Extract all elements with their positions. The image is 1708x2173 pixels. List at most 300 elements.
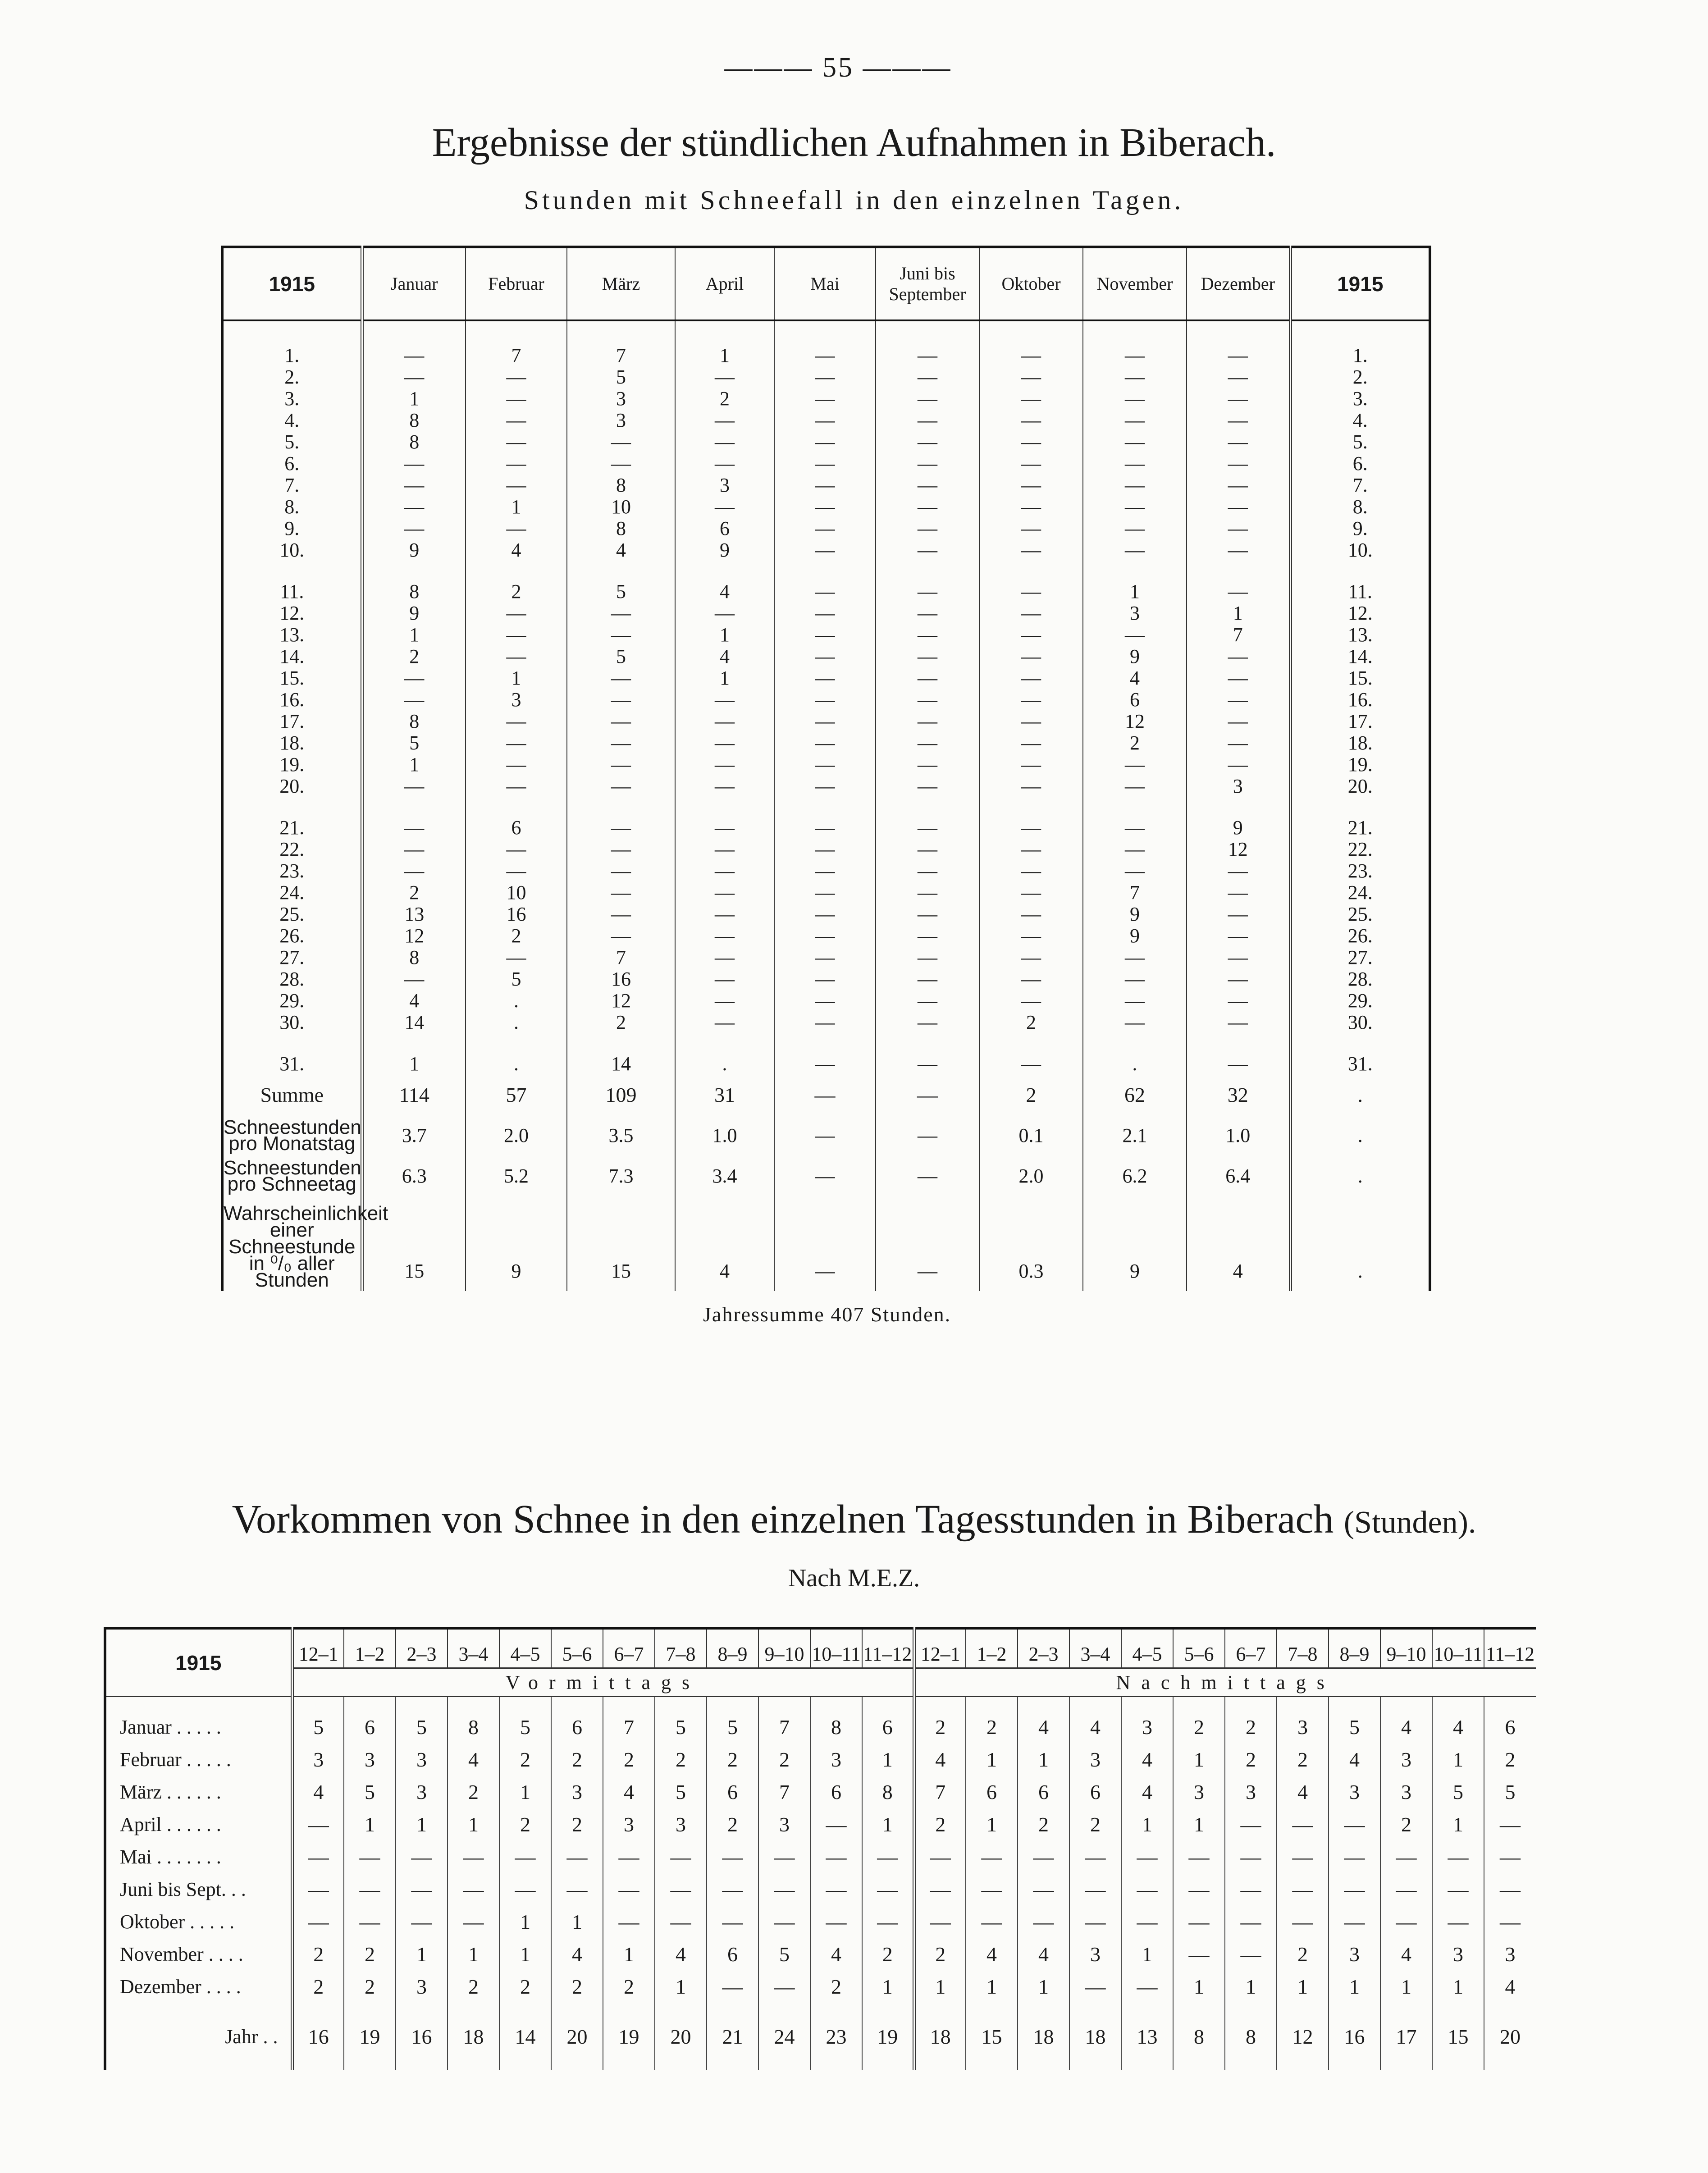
hour-value: — (758, 1905, 810, 1938)
day-number-right: 31. (1290, 1033, 1430, 1075)
day-number-right: 27. (1290, 947, 1430, 968)
hour-value: — (448, 1873, 499, 1905)
day-number: 26. (279, 925, 305, 947)
hour-value: 3 (810, 1743, 862, 1776)
stat-value: — (774, 1075, 876, 1115)
hour-value: 8 (1173, 2003, 1225, 2070)
day-value: — (675, 860, 774, 882)
day-value: 2 (362, 882, 466, 904)
day-value: 8 (362, 947, 466, 968)
period-header-row (105, 1668, 1536, 1697)
day-value: — (774, 518, 876, 539)
hour-value: — (292, 1840, 344, 1873)
hour-value: 18 (448, 2003, 499, 2070)
day-value: — (362, 968, 466, 990)
stat-value-right: . (1290, 1075, 1430, 1115)
day-row (222, 1012, 1430, 1033)
hour-value: 3 (1329, 1938, 1380, 1970)
stat-value: 2.1 (1083, 1115, 1187, 1156)
day-value: — (876, 453, 979, 475)
day-value: — (774, 561, 876, 603)
hour-value: 2 (603, 1970, 655, 2003)
day-row (222, 711, 1430, 732)
hour-value: 1 (1329, 1970, 1380, 2003)
day-value: — (774, 624, 876, 646)
pm-hour-header: 4–5 (1121, 1628, 1173, 1668)
hour-value: — (1329, 1873, 1380, 1905)
hour-value: 2 (1484, 1743, 1536, 1776)
hour-value: — (448, 1840, 499, 1873)
hour-value: 1 (1018, 1743, 1069, 1776)
hour-value: — (499, 1840, 551, 1873)
stat-value: 3.4 (675, 1156, 774, 1196)
day-value: 9 (362, 539, 466, 561)
day-value: 1 (675, 667, 774, 689)
day-number-right: 4. (1290, 410, 1430, 431)
hour-value: — (448, 1905, 499, 1938)
table1-header-row (222, 247, 1430, 320)
hour-value: 2 (1380, 1808, 1432, 1840)
hour-value: — (1069, 1905, 1121, 1938)
hour-value: 2 (448, 1970, 499, 2003)
day-number: 27. (279, 946, 305, 968)
day-number-right: 17. (1290, 711, 1430, 732)
day-row (222, 539, 1430, 561)
day-value: — (1083, 388, 1187, 410)
stat-value: 2.0 (466, 1115, 567, 1156)
day-value: 2 (675, 388, 774, 410)
hour-value: 5 (1484, 1776, 1536, 1808)
day-value: — (979, 947, 1083, 968)
hour-value: 4 (1484, 1970, 1536, 2003)
col-header-november: November (1083, 247, 1187, 320)
hour-value: 14 (499, 2003, 551, 2070)
day-value: — (1187, 646, 1290, 667)
day-value: — (774, 689, 876, 711)
day-value: — (979, 366, 1083, 388)
day-value: — (675, 904, 774, 925)
month-row (105, 1840, 1536, 1873)
hour-value: 6 (1484, 1697, 1536, 1744)
hour-value: — (1121, 1905, 1173, 1938)
day-value: 7 (466, 320, 567, 366)
day-value: — (1083, 366, 1187, 388)
hour-value: — (1121, 1840, 1173, 1873)
stat-value: 4 (675, 1196, 774, 1291)
stat-value: 4 (1187, 1196, 1290, 1291)
day-value: — (774, 839, 876, 860)
day-value: — (362, 320, 466, 366)
month-label: März . . . . . . (120, 1780, 221, 1803)
day-value: — (1187, 904, 1290, 925)
hour-value: — (810, 1808, 862, 1840)
hour-value: — (810, 1840, 862, 1873)
hour-value: 4 (1380, 1938, 1432, 1970)
stat-value-right: . (1290, 1115, 1430, 1156)
hour-value: 3 (292, 1743, 344, 1776)
day-value: — (675, 925, 774, 947)
hour-value: 4 (655, 1938, 707, 1970)
stat-value: 3.5 (567, 1115, 675, 1156)
day-number-right: 20. (1290, 776, 1430, 797)
day-row (222, 603, 1430, 624)
day-number: 14. (279, 645, 305, 667)
day-value: — (876, 539, 979, 561)
day-value: — (675, 882, 774, 904)
day-value: — (675, 732, 774, 754)
day-value: 5 (466, 968, 567, 990)
hour-value: — (1484, 1808, 1536, 1840)
day-row (222, 624, 1430, 646)
hour-value: 2 (862, 1938, 914, 1970)
day-value: — (1083, 496, 1187, 518)
stat-value: 2 (979, 1075, 1083, 1115)
hour-value: 2 (758, 1743, 810, 1776)
day-number-right: 18. (1290, 732, 1430, 754)
day-value: — (567, 776, 675, 797)
day-value: — (876, 366, 979, 388)
day-row (222, 475, 1430, 496)
hour-value: 4 (603, 1776, 655, 1808)
day-value: — (567, 904, 675, 925)
day-value: 7 (1083, 882, 1187, 904)
day-value: 5 (567, 561, 675, 603)
hour-value: 2 (966, 1697, 1018, 1744)
am-hour-header: 2–3 (396, 1628, 448, 1668)
hour-value: 8 (448, 1697, 499, 1744)
day-value: 12 (1083, 711, 1187, 732)
day-number: 3. (284, 388, 300, 410)
stat-value: 31 (675, 1075, 774, 1115)
hour-value: 2 (707, 1808, 758, 1840)
hour-value: 1 (862, 1808, 914, 1840)
day-value: — (1083, 624, 1187, 646)
hour-value: 2 (810, 1970, 862, 2003)
day-value: — (567, 797, 675, 839)
day-value: — (1083, 453, 1187, 475)
day-value: — (1083, 990, 1187, 1012)
day-row (222, 689, 1430, 711)
day-value: — (876, 947, 979, 968)
day-value: 2 (567, 1012, 675, 1033)
day-number: 4. (284, 409, 300, 431)
day-number-right: 23. (1290, 860, 1430, 882)
day-value: — (774, 388, 876, 410)
hour-value: 1 (396, 1808, 448, 1840)
day-value: — (1083, 860, 1187, 882)
hour-value: 8 (1225, 2003, 1277, 2070)
day-value: 5 (567, 366, 675, 388)
day-value: — (466, 839, 567, 860)
day-value: — (876, 496, 979, 518)
hour-value: — (292, 1873, 344, 1905)
day-number-right: 16. (1290, 689, 1430, 711)
day-value: — (1187, 366, 1290, 388)
hour-value: — (707, 1873, 758, 1905)
am-hour-header: 10–11 (810, 1628, 862, 1668)
day-value: — (774, 431, 876, 453)
stat-value: 2.0 (979, 1156, 1083, 1196)
col-header-juni-sept: Juni bis September (876, 247, 979, 320)
day-value: — (1187, 320, 1290, 366)
day-row (222, 431, 1430, 453)
pm-hour-header: 1–2 (966, 1628, 1018, 1668)
hour-value: 1 (499, 1776, 551, 1808)
hour-value: 3 (655, 1808, 707, 1840)
stat-value: — (876, 1196, 979, 1291)
day-number-right: 26. (1290, 925, 1430, 947)
day-value: — (774, 539, 876, 561)
day-value: 3 (567, 388, 675, 410)
hour-value: 6 (810, 1776, 862, 1808)
day-value: — (876, 1012, 979, 1033)
stat-value: 6.3 (362, 1156, 466, 1196)
day-value: 8 (567, 475, 675, 496)
hour-header-row (105, 1628, 1536, 1668)
day-value: . (466, 1033, 567, 1075)
day-value: — (774, 711, 876, 732)
day-number-right: 24. (1290, 882, 1430, 904)
hour-value: 6 (707, 1776, 758, 1808)
hour-value: 3 (344, 1743, 396, 1776)
day-value: — (362, 689, 466, 711)
day-value: 8 (362, 431, 466, 453)
day-number: 21. (279, 817, 305, 839)
day-number: 28. (279, 968, 305, 990)
stat-value: 6.2 (1083, 1156, 1187, 1196)
table2-title-suffix: (Stunden). (1343, 1505, 1476, 1540)
day-number-right: 7. (1290, 475, 1430, 496)
hour-value: 2 (292, 1938, 344, 1970)
day-row (222, 904, 1430, 925)
day-value: — (1083, 539, 1187, 561)
hour-value: 2 (1225, 1697, 1277, 1744)
day-value: — (675, 776, 774, 797)
day-value: — (979, 624, 1083, 646)
day-row (222, 518, 1430, 539)
hour-value: — (1069, 1970, 1121, 2003)
day-value: — (1187, 1033, 1290, 1075)
day-number: 12. (279, 602, 305, 624)
day-value: — (979, 388, 1083, 410)
day-value: 1 (466, 496, 567, 518)
hour-value: — (1121, 1970, 1173, 2003)
hour-value: — (1484, 1840, 1536, 1873)
hour-value: — (1018, 1873, 1069, 1905)
day-number-right: 1. (1290, 320, 1430, 366)
day-value: — (567, 860, 675, 882)
hour-value: — (1069, 1873, 1121, 1905)
day-value: — (1083, 410, 1187, 431)
day-value: — (466, 388, 567, 410)
day-value: — (876, 1033, 979, 1075)
hour-value: 2 (1173, 1697, 1225, 1744)
day-value: — (1187, 968, 1290, 990)
day-value: 7 (1187, 624, 1290, 646)
day-value: 9 (1083, 904, 1187, 925)
day-value: . (466, 990, 567, 1012)
hour-value: — (551, 1840, 603, 1873)
page-number: ——— 55 ——— (724, 52, 952, 83)
hour-value: 1 (1380, 1970, 1432, 2003)
day-value: — (675, 968, 774, 990)
hour-value: 3 (1277, 1697, 1329, 1744)
day-value: — (774, 1033, 876, 1075)
day-number: 5. (284, 431, 300, 453)
day-value: — (675, 431, 774, 453)
hour-value: — (1277, 1873, 1329, 1905)
hour-value: — (1432, 1840, 1484, 1873)
hour-value: — (1484, 1873, 1536, 1905)
day-value: — (876, 754, 979, 776)
day-value: — (876, 839, 979, 860)
hour-value: 19 (344, 2003, 396, 2070)
hour-value: — (966, 1905, 1018, 1938)
day-number-right: 2. (1290, 366, 1430, 388)
hour-value: — (1173, 1840, 1225, 1873)
am-hour-header: 3–4 (448, 1628, 499, 1668)
hour-value: — (707, 1970, 758, 2003)
stat-row (222, 1156, 1430, 1196)
day-value: — (876, 667, 979, 689)
hour-value: — (603, 1840, 655, 1873)
month-label: Oktober . . . . . (120, 1910, 235, 1933)
hour-value: 2 (1277, 1743, 1329, 1776)
hour-value: 2 (499, 1743, 551, 1776)
hour-value: 21 (707, 2003, 758, 2070)
month-row (105, 1970, 1536, 2003)
day-number-right: 10. (1290, 539, 1430, 561)
day-number: 19. (279, 753, 305, 776)
day-value: — (1083, 968, 1187, 990)
hour-value: 18 (1069, 2003, 1121, 2070)
day-value: — (675, 754, 774, 776)
day-value: — (466, 860, 567, 882)
hour-value: — (603, 1873, 655, 1905)
day-number: 23. (279, 860, 305, 882)
day-value: . (675, 1033, 774, 1075)
hour-value: — (292, 1905, 344, 1938)
day-value: — (1187, 882, 1290, 904)
stat-value: 15 (362, 1196, 466, 1291)
day-value: 10 (466, 882, 567, 904)
hour-value: — (1225, 1840, 1277, 1873)
hour-value: 4 (292, 1776, 344, 1808)
stat-value: 6.4 (1187, 1156, 1290, 1196)
day-value: — (1187, 475, 1290, 496)
hour-value: 1 (1432, 1970, 1484, 2003)
stat-value-right: . (1290, 1156, 1430, 1196)
month-label: Februar . . . . . (120, 1748, 231, 1771)
hour-value: 1 (344, 1808, 396, 1840)
hour-value: 4 (1277, 1776, 1329, 1808)
hour-value: 5 (499, 1697, 551, 1744)
day-number-right: 11. (1290, 561, 1430, 603)
day-value: — (466, 475, 567, 496)
hour-value: 3 (1432, 1938, 1484, 1970)
hour-value: 2 (655, 1743, 707, 1776)
hour-value: 17 (1380, 2003, 1432, 2070)
hour-value: 4 (966, 1938, 1018, 1970)
stat-value: — (876, 1075, 979, 1115)
day-number: 31. (279, 1053, 305, 1075)
day-value: — (876, 882, 979, 904)
hour-value: 6 (1069, 1776, 1121, 1808)
day-value: 3 (1187, 776, 1290, 797)
hour-value: 12 (1277, 2003, 1329, 2070)
am-hour-header: 11–12 (862, 1628, 914, 1668)
day-number: 20. (279, 775, 305, 797)
day-value: — (1083, 320, 1187, 366)
day-row (222, 882, 1430, 904)
day-value: 9 (1083, 925, 1187, 947)
day-value: 13 (362, 904, 466, 925)
month-label: November . . . . (120, 1943, 243, 1965)
day-number: 15. (279, 667, 305, 689)
hour-value: 6 (551, 1697, 603, 1744)
hour-value: 1 (551, 1905, 603, 1938)
day-number: 6. (284, 452, 300, 475)
day-value: — (362, 366, 466, 388)
day-value: 2 (466, 925, 567, 947)
hour-value: 4 (1329, 1743, 1380, 1776)
hour-value: 3 (1121, 1697, 1173, 1744)
day-value: 4 (675, 561, 774, 603)
hour-value: — (396, 1873, 448, 1905)
day-value: — (362, 839, 466, 860)
hour-value: 4 (810, 1938, 862, 1970)
hour-value: 4 (1018, 1697, 1069, 1744)
day-row (222, 388, 1430, 410)
hour-value: 7 (603, 1697, 655, 1744)
day-value: — (567, 453, 675, 475)
day-value: — (675, 990, 774, 1012)
day-value: — (675, 711, 774, 732)
day-number: 30. (279, 1011, 305, 1033)
day-value: — (876, 624, 979, 646)
day-number-right: 6. (1290, 453, 1430, 475)
stat-value: 1.0 (675, 1115, 774, 1156)
year-header-right: 1915 (1290, 247, 1430, 320)
hour-value: 4 (1432, 1697, 1484, 1744)
hour-value: 2 (551, 1970, 603, 2003)
table1-body (222, 320, 1430, 1291)
pm-hour-header: 9–10 (1380, 1628, 1432, 1668)
day-value: — (567, 882, 675, 904)
day-value: — (979, 882, 1083, 904)
hour-value: 2 (603, 1743, 655, 1776)
day-value: — (774, 904, 876, 925)
pm-period-label: Nachmittags (914, 1668, 1536, 1697)
hour-value: — (655, 1905, 707, 1938)
hour-value: 5 (655, 1776, 707, 1808)
day-value: — (876, 732, 979, 754)
hour-value: 8 (862, 1776, 914, 1808)
day-value: — (1187, 990, 1290, 1012)
hour-value: 3 (603, 1808, 655, 1840)
hour-value: 6 (707, 1938, 758, 1970)
hour-value: — (1484, 1905, 1536, 1938)
stat-value: — (774, 1196, 876, 1291)
day-value: 4 (675, 646, 774, 667)
day-value: 5 (362, 732, 466, 754)
hour-value: 1 (499, 1938, 551, 1970)
day-value: 2 (466, 561, 567, 603)
hour-value: — (914, 1905, 966, 1938)
hour-value: 1 (1121, 1808, 1173, 1840)
hour-value: 6 (1018, 1776, 1069, 1808)
day-number: 2. (284, 366, 300, 388)
